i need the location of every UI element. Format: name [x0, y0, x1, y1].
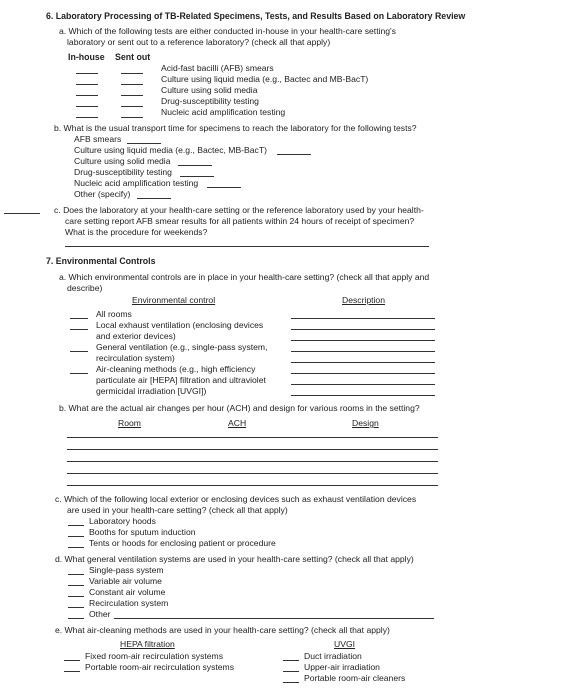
question-6b: b. What is the usual transport time for specimens to reach the laboratory for the following tests? [54, 123, 417, 133]
transport-item: Culture using liquid media (e.g., Bactec, MB-BacT) [74, 145, 267, 155]
room-row-line[interactable] [67, 449, 438, 450]
inhouse-checkbox-line[interactable] [76, 95, 98, 96]
control-checkbox-line[interactable] [70, 373, 88, 374]
question-6a-line1: a. Which of the following tests are either conducted in-house in your health-care setting's [59, 26, 396, 36]
description-line[interactable] [291, 384, 435, 385]
control-label: All rooms [96, 309, 132, 319]
transport-item: Nucleic acid amplification testing [74, 178, 199, 188]
ventilation-label: Constant air volume [89, 587, 166, 597]
control-label: Air-cleaning methods (e.g., high efficiency [96, 364, 256, 374]
control-label: recirculation system) [96, 353, 175, 363]
transport-time-field[interactable] [277, 154, 311, 155]
description-header: Description [342, 295, 385, 305]
question-7e: e. What air-cleaning methods are used in your health-care setting? (check all that apply) [55, 625, 390, 635]
inhouse-checkbox-line[interactable] [76, 106, 98, 107]
hepa-checkbox-line[interactable] [64, 671, 80, 672]
environmental-control-header: Environmental control [132, 295, 216, 305]
uvgi-header: UVGI [334, 639, 356, 649]
ventilation-checkbox-line[interactable] [68, 574, 84, 575]
sentout-checkbox-line[interactable] [121, 95, 143, 96]
transport-time-field[interactable] [137, 198, 171, 199]
test-label: Culture using solid media [161, 85, 258, 95]
question-6c-line3: What is the procedure for weekends? [65, 227, 208, 237]
description-line[interactable] [291, 373, 435, 374]
ventilation-checkbox-line[interactable] [68, 596, 84, 597]
question-6c-line1: c. Does the laboratory at your health-care setting or the reference laboratory used by your health- [54, 205, 424, 215]
control-label: Local exhaust ventilation (enclosing devices [96, 320, 264, 330]
ventilation-label: Other [89, 609, 111, 619]
inhouse-checkbox-line[interactable] [76, 117, 98, 118]
control-label: germicidal irradiation [UVGI]) [96, 386, 207, 396]
question-6a-line2: laboratory or sent out to a reference laboratory? (check all that apply) [67, 37, 331, 47]
ventilation-checkbox-line[interactable] [68, 607, 84, 608]
device-label: Booths for sputum induction [89, 527, 196, 537]
description-line[interactable] [291, 318, 435, 319]
transport-time-field[interactable] [178, 165, 212, 166]
inhouse-header: In-house [68, 52, 105, 62]
test-label: Acid-fast bacilli (AFB) smears [161, 63, 274, 73]
uvgi-label: Portable room-air cleaners [304, 673, 406, 683]
description-line[interactable] [291, 329, 435, 330]
control-label: particulate air [HEPA] filtration and ultraviolet [96, 375, 266, 385]
ventilation-checkbox-line[interactable] [68, 618, 84, 619]
question-7a-line2: describe) [67, 283, 103, 293]
sentout-header: Sent out [115, 52, 151, 62]
inhouse-checkbox-line[interactable] [76, 73, 98, 74]
sentout-checkbox-line[interactable] [121, 117, 143, 118]
section-6-title: 6. Laboratory Processing of TB-Related Specimens, Tests, and Results Based on Laboratory Review [46, 11, 466, 21]
design-header: Design [352, 418, 379, 428]
transport-item: AFB smears [74, 134, 122, 144]
room-row-line[interactable] [67, 485, 438, 486]
question-7a-line1: a. Which environmental controls are in place in your health-care setting? (check all that apply and [59, 272, 430, 282]
uvgi-checkbox-line[interactable] [283, 671, 299, 672]
question-7d: d. What general ventilation systems are used in your health-care setting? (check all that apply) [55, 554, 414, 564]
control-checkbox-line[interactable] [70, 329, 88, 330]
test-label: Nucleic acid amplification testing [161, 107, 286, 117]
sentout-checkbox-line[interactable] [121, 84, 143, 85]
question-7b: b. What are the actual air changes per hour (ACH) and design for various rooms in the setting? [59, 403, 420, 413]
transport-item: Culture using solid media [74, 156, 171, 166]
hepa-checkbox-line[interactable] [64, 660, 80, 661]
uvgi-checkbox-line[interactable] [283, 660, 299, 661]
uvgi-checkbox-line[interactable] [283, 682, 299, 683]
ach-header: ACH [228, 418, 247, 428]
room-row-line[interactable] [67, 473, 438, 474]
other-specify-field[interactable] [114, 618, 434, 619]
transport-time-field[interactable] [180, 176, 214, 177]
test-label: Drug-susceptibility testing [161, 96, 259, 106]
control-label: and exterior devices) [96, 331, 176, 341]
ventilation-label: Single-pass system [89, 565, 164, 575]
description-line[interactable] [291, 351, 435, 352]
room-row-line[interactable] [67, 437, 438, 438]
uvgi-label: Upper-air irradiation [304, 662, 380, 672]
transport-item: Other (specify) [74, 189, 131, 199]
test-label: Culture using liquid media (e.g., Bactec and MB-BacT) [161, 74, 369, 84]
device-checkbox-line[interactable] [68, 536, 84, 537]
device-label: Tents or hoods for enclosing patient or procedure [89, 538, 276, 548]
transport-time-field[interactable] [127, 143, 161, 144]
description-line[interactable] [291, 340, 435, 341]
uvgi-label: Duct irradiation [304, 651, 362, 661]
control-checkbox-line[interactable] [70, 318, 88, 319]
sentout-checkbox-line[interactable] [121, 106, 143, 107]
room-header: Room [118, 418, 141, 428]
control-checkbox-line[interactable] [70, 351, 88, 352]
hepa-label: Fixed room-air recirculation systems [85, 651, 224, 661]
answer-line-6c[interactable] [4, 213, 40, 214]
ventilation-label: Variable air volume [89, 576, 162, 586]
ventilation-label: Recirculation system [89, 598, 169, 608]
inhouse-checkbox-line[interactable] [76, 84, 98, 85]
transport-time-field[interactable] [207, 187, 241, 188]
device-checkbox-line[interactable] [68, 525, 84, 526]
weekend-procedure-field[interactable] [65, 246, 429, 247]
section-7-title: 7. Environmental Controls [46, 256, 156, 266]
sentout-checkbox-line[interactable] [121, 73, 143, 74]
device-label: Laboratory hoods [89, 516, 156, 526]
device-checkbox-line[interactable] [68, 547, 84, 548]
question-7c-line1: c. Which of the following local exterior or enclosing devices such as exhaust ventilation devices [55, 494, 417, 504]
transport-item: Drug-susceptibility testing [74, 167, 172, 177]
ventilation-checkbox-line[interactable] [68, 585, 84, 586]
question-6c-line2: care setting report AFB smear results for all patients within 24 hours of receipt of specimen? [65, 216, 415, 226]
control-label: General ventilation (e.g., single-pass system, [96, 342, 268, 352]
description-line[interactable] [291, 362, 435, 363]
room-row-line[interactable] [67, 461, 438, 462]
hepa-header: HEPA filtration [120, 639, 175, 649]
question-7c-line2: are used in your health-care setting? (check all that apply) [67, 505, 288, 515]
description-line[interactable] [291, 395, 435, 396]
hepa-label: Portable room-air recirculation systems [85, 662, 235, 672]
